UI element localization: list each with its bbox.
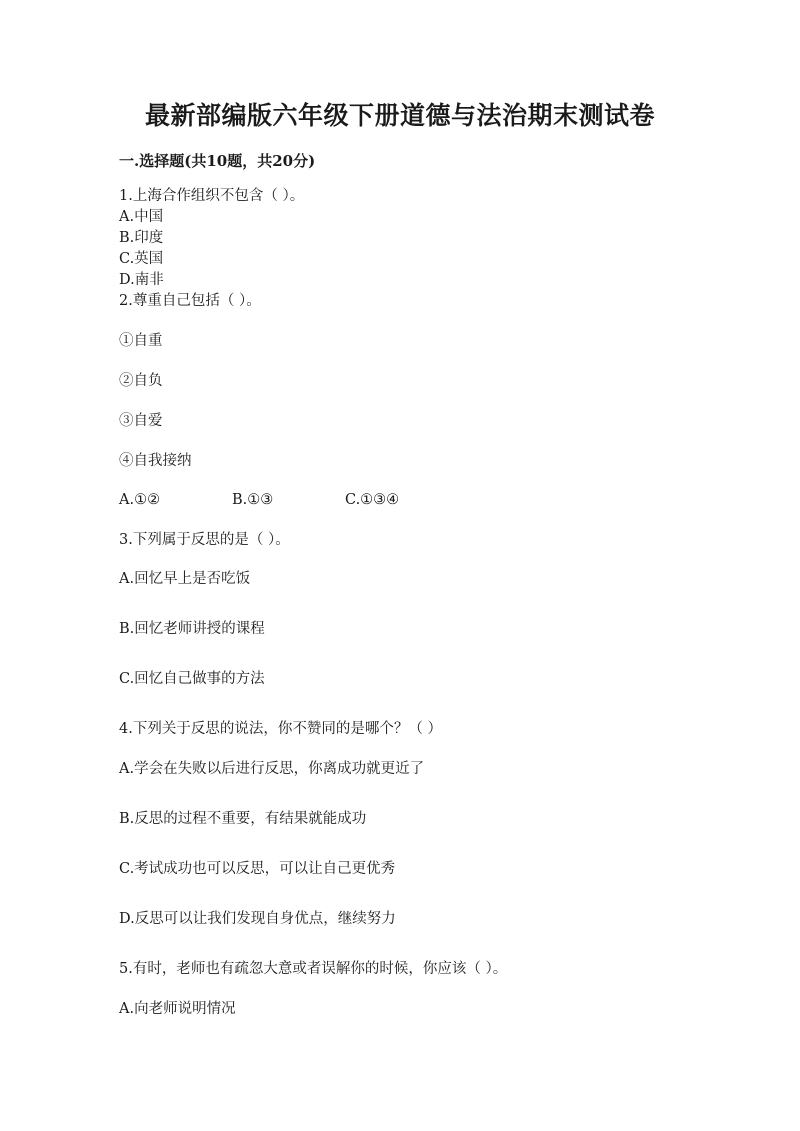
question-4-option-d: D.反思可以让我们发现自身优点，继续努力: [119, 911, 396, 927]
section-heading: 一.选择题(共10题，共20分): [119, 152, 316, 170]
question-3-option-b: B.回忆老师讲授的课程: [119, 621, 265, 637]
question-4-option-a: A.学会在失败以后进行反思，你离成功就更近了: [119, 761, 425, 777]
question-2-statement-4: ④自我接纳: [119, 453, 192, 469]
question-1-stem: 1.上海合作组织不包含（ ）。: [119, 188, 305, 204]
question-3-option-c: C.回忆自己做事的方法: [119, 671, 265, 687]
question-4-option-c: C.考试成功也可以反思，可以让自己更优秀: [119, 861, 396, 877]
question-5-stem: 5.有时，老师也有疏忽大意或者误解你的时候，你应该（ ）。: [119, 961, 508, 977]
question-5-option-a: A.向老师说明情况: [119, 1001, 236, 1017]
question-2-statement-2: ②自负: [119, 373, 163, 389]
question-1-option-b: B.印度: [119, 230, 164, 246]
question-2-option-c: C.①③④: [345, 492, 400, 508]
question-4-stem: 4.下列关于反思的说法，你不赞同的是哪个？（ ）: [119, 721, 442, 737]
question-3-stem: 3.下列属于反思的是（ ）。: [119, 532, 290, 548]
question-4-option-b: B.反思的过程不重要，有结果就能成功: [119, 811, 367, 827]
question-2-statement-3: ③自爱: [119, 413, 163, 429]
question-2-statement-1: ①自重: [119, 333, 163, 349]
question-2-option-b: B.①③: [232, 492, 274, 508]
page-title: 最新部编版六年级下册道德与法治期末测试卷: [144, 101, 655, 130]
question-2-stem: 2.尊重自己包括（ ）。: [119, 293, 261, 309]
question-3-option-a: A.回忆早上是否吃饭: [119, 571, 251, 587]
question-1-option-d: D.南非: [119, 272, 164, 288]
question-2-option-a: A.①②: [119, 492, 161, 508]
question-1-option-a: A.中国: [119, 209, 164, 225]
question-1-option-c: C.英国: [119, 251, 164, 267]
